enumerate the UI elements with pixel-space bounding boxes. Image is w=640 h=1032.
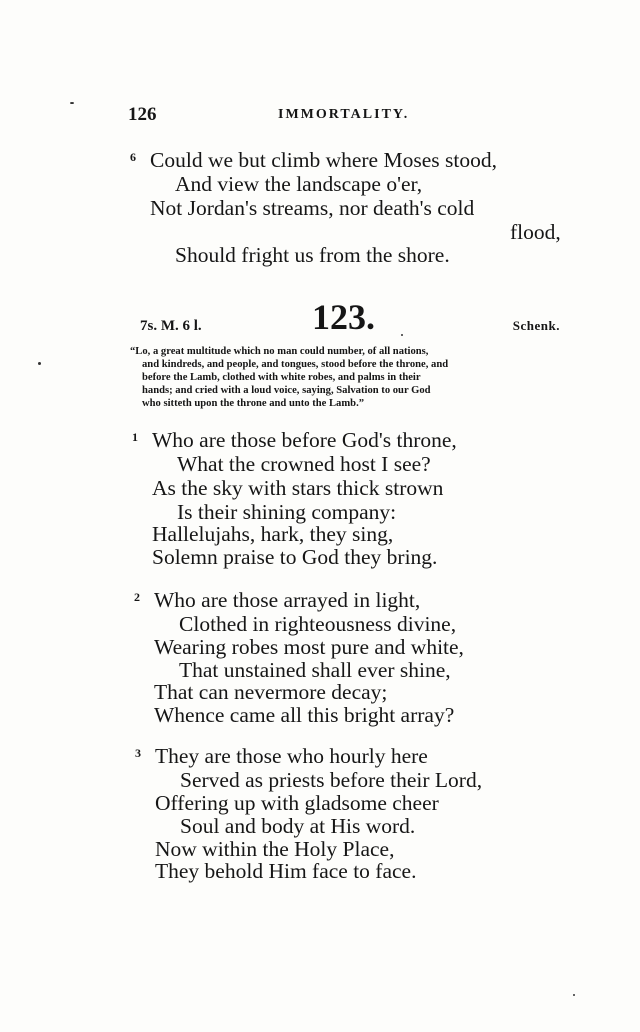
stanza-line: Served as priests before their Lord, [180, 768, 483, 792]
stanza-line: Who are those before God's throne, [152, 428, 457, 452]
stanza-line: Not Jordan's streams, nor death's cold [150, 196, 475, 220]
stanza-line: That unstained shall ever shine, [179, 658, 451, 682]
stanza-line: Should fright us from the shore. [175, 243, 450, 267]
print-speck [38, 362, 41, 365]
hymn-heading [140, 296, 560, 346]
hymn-meter: 7s. M. 6 l. [140, 318, 202, 334]
stanza-line: Hallelujahs, hark, they sing, [152, 522, 394, 546]
epigraph-line: “Lo, a great multitude which no man could number, of all nations, [130, 346, 429, 357]
page-number: 126 [128, 104, 157, 125]
stanza-line: Offering up with gladsome cheer [155, 791, 439, 815]
epigraph-line: hands; and cried with a loud voice, saying, Salvation to our God [142, 385, 431, 396]
epigraph-line: before the Lamb, clothed with white robes, and palms in their [142, 372, 421, 383]
stanza-line: Solemn praise to God they bring. [152, 545, 438, 569]
epigraph-line: who sitteth upon the throne and unto the Lamb.” [142, 398, 365, 409]
hymn-number: 123. [312, 297, 375, 337]
stanza-line: Now within the Holy Place, [155, 837, 395, 861]
stanza-line: Who are those arrayed in light, [154, 588, 421, 612]
stanza-line: Soul and body at His word. [180, 814, 416, 838]
page-header [128, 104, 548, 132]
stanza-number: 6 [130, 150, 136, 164]
print-speck [70, 102, 74, 104]
stanza-line: Is their shining company: [177, 500, 397, 524]
stanza-line: Whence came all this bright array? [154, 703, 455, 727]
hymn-tune: Schenk. [512, 318, 560, 333]
stanza-line: Wearing robes most pure and white, [154, 635, 464, 659]
stanza-number: 3 [135, 746, 141, 760]
print-speck [573, 994, 575, 996]
stanza-line: What the crowned host I see? [177, 452, 431, 476]
stanza-line: As the sky with stars thick strown [152, 476, 444, 500]
stanza-line: Clothed in righteousness divine, [179, 612, 457, 636]
epigraph-line: and kindreds, and people, and tongues, stood before the throne, and [142, 359, 449, 370]
stanza-line: flood, [510, 220, 561, 244]
stanza-line: Could we but climb where Moses stood, [150, 148, 497, 172]
stanza-number: 1 [132, 430, 138, 444]
stanza-line: That can nevermore decay; [154, 680, 388, 704]
running-title: IMMORTALITY. [278, 107, 410, 122]
stanza-number: 2 [134, 590, 140, 604]
stanza-line: They are those who hourly here [155, 744, 428, 768]
stanza-line: And view the landscape o'er, [175, 172, 423, 196]
print-speck [401, 334, 403, 336]
stanza-line: They behold Him face to face. [155, 859, 417, 883]
